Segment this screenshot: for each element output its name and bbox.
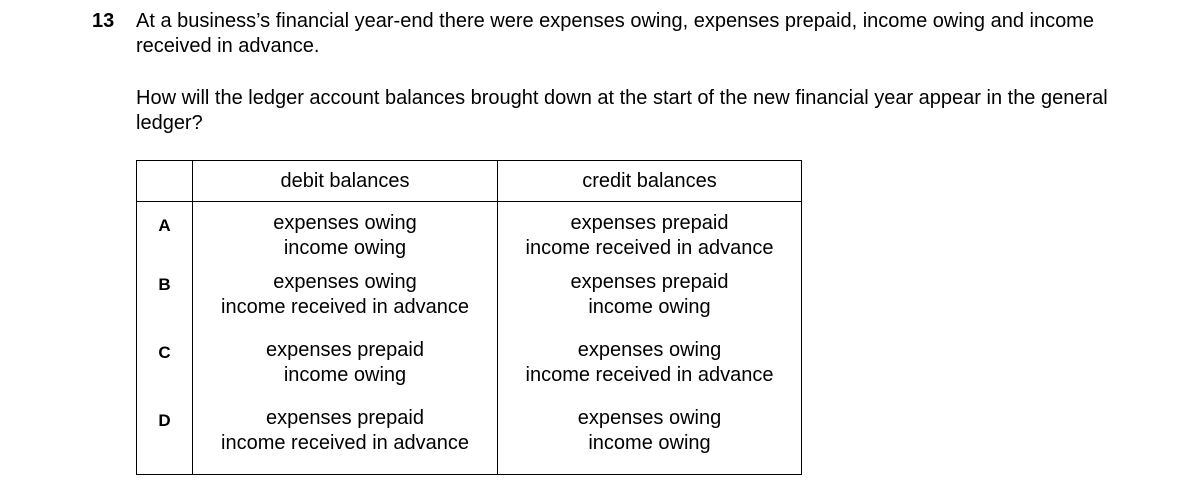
- option-credit-cell: [498, 202, 802, 271]
- credit-item: expenses owing: [577, 407, 722, 429]
- debit-item: expenses owing: [273, 271, 417, 293]
- debit-item: income owing: [283, 364, 407, 386]
- option-letter: [137, 202, 193, 271]
- option-letter-label: C: [158, 343, 171, 362]
- option-row-b[interactable]: [137, 270, 802, 338]
- debit-item: expenses prepaid: [266, 339, 424, 361]
- credit-item: expenses owing: [577, 339, 722, 361]
- answer-options-table: [136, 160, 802, 475]
- credit-item: income owing: [588, 296, 711, 318]
- option-letter-label: B: [158, 275, 171, 294]
- option-letter: [137, 338, 193, 406]
- credit-item: expenses prepaid: [570, 271, 729, 293]
- header-letter: [137, 161, 193, 202]
- option-debit-cell: [193, 406, 498, 475]
- debit-item: income received in advance: [221, 432, 469, 454]
- credit-item: expenses prepaid: [570, 212, 729, 234]
- option-credit-cell: [498, 406, 802, 475]
- debit-item: income received in advance: [221, 296, 469, 318]
- option-letter: [137, 270, 193, 338]
- option-letter-label: A: [158, 216, 171, 235]
- question-stem: At a business’s financial year-end there were expenses owing, expenses prepaid, income owing and income received in advance.: [136, 10, 1094, 57]
- option-letter: [137, 406, 193, 475]
- option-row-c[interactable]: [137, 338, 802, 406]
- option-debit-cell: [193, 202, 498, 271]
- credit-item: income received in advance: [525, 364, 774, 386]
- credit-item: income owing: [588, 432, 711, 454]
- question-prompt: How will the ledger account balances brought down at the start of the new financial year appear in the general ledger?: [136, 87, 1108, 134]
- option-credit-cell: [498, 270, 802, 338]
- option-row-d[interactable]: [137, 406, 802, 475]
- header-debit-balances: debit balances: [193, 161, 498, 202]
- debit-item: expenses prepaid: [266, 407, 424, 429]
- option-debit-cell: [193, 270, 498, 338]
- option-debit-cell: [193, 338, 498, 406]
- option-row-a[interactable]: [137, 202, 802, 271]
- credit-item: income received in advance: [525, 237, 774, 259]
- debit-item: expenses owing: [273, 212, 417, 234]
- table-header-row: [137, 161, 802, 202]
- option-letter-label: D: [158, 411, 171, 430]
- question-number: 13: [92, 10, 115, 32]
- option-credit-cell: [498, 338, 802, 406]
- header-credit-balances: credit balances: [498, 161, 802, 202]
- debit-item: income owing: [283, 237, 407, 259]
